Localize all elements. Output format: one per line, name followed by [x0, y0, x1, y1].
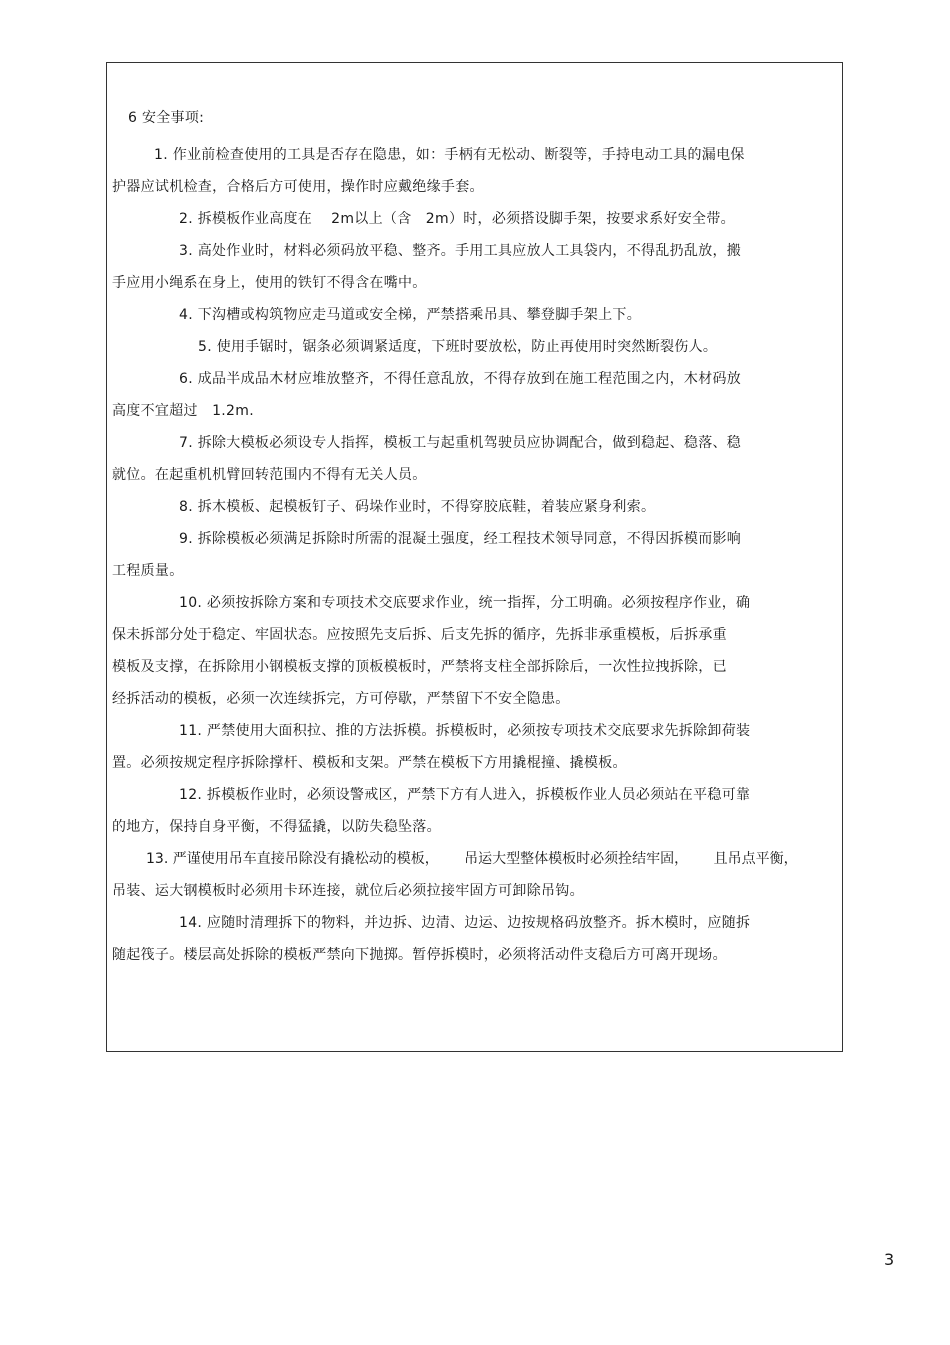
- body-line: 2. 拆模板作业高度在 2m以上（含 2m）时，必须搭设脚手架，按要求系好安全带。: [179, 211, 735, 227]
- body-line: 的地方，保持自身平衡，不得猛撬，以防失稳坠落。: [112, 819, 441, 835]
- body-line: 吊装、运大钢模板时必须用卡环连接，就位后必须拉接牢固方可卸除吊钩。: [112, 883, 584, 899]
- body-line: 6. 成品半成品木材应堆放整齐，不得任意乱放，不得存放到在施工程范围之内，木材码放: [179, 371, 742, 387]
- body-line: 1. 作业前检查使用的工具是否存在隐患，如：手柄有无松动、断裂等，手持电动工具的漏电保: [154, 147, 745, 163]
- body-line: 13. 严谨使用吊车直接吊除没有撬松动的模板， 吊运大型整体模板时必须拴结牢固， 且吊点平衡，: [146, 851, 798, 867]
- body-line: 工程质量。: [112, 563, 184, 579]
- body-line: 8. 拆木模板、起模板钉子、码垛作业时，不得穿胶底鞋，着装应紧身利索。: [179, 499, 656, 515]
- body-line: 3. 高处作业时，材料必须码放平稳、整齐。手用工具应放人工具袋内，不得乱扔乱放，搬: [179, 243, 742, 259]
- page-number: 3: [884, 1250, 895, 1269]
- body-line: 5. 使用手锯时，锯条必须调紧适度，下班时要放松，防止再使用时突然断裂伤人。: [198, 339, 718, 355]
- body-line: 高度不宜超过 1.2m.: [112, 403, 254, 419]
- body-line: 随起筏子。楼层高处拆除的模板严禁向下抛掷。暂停拆模时，必须将活动件支稳后方可离开现场。: [112, 947, 727, 963]
- body-line: 4. 下沟槽或构筑物应走马道或安全梯，严禁搭乘吊具、攀登脚手架上下。: [179, 307, 642, 323]
- body-line: 就位。在起重机机臂回转范围内不得有无关人员。: [112, 467, 427, 483]
- body-line: 7. 拆除大模板必须设专人指挥，模板工与起重机驾驶员应协调配合，做到稳起、稳落、稳: [179, 435, 742, 451]
- body-line: 模板及支撑，在拆除用小钢模板支撑的顶板模板时，严禁将支柱全部拆除后，一次性拉拽拆除，已: [112, 659, 727, 675]
- body-line: 10. 必须按拆除方案和专项技术交底要求作业，统一指挥，分工明确。必须按程序作业，确: [179, 595, 751, 611]
- body-line: 12. 拆模板作业时，必须设警戒区，严禁下方有人进入，拆模板作业人员必须站在平稳可靠: [179, 787, 751, 803]
- body-line: 保未拆部分处于稳定、牢固状态。应按照先支后拆、后支先拆的循序，先拆非承重模板，后拆承重: [112, 627, 727, 643]
- body-line: 经拆活动的模板，必须一次连续拆完，方可停歇，严禁留下不安全隐患。: [112, 691, 570, 707]
- body-line: 置。必须按规定程序拆除撑杆、模板和支架。严禁在模板下方用撬棍撞、撬模板。: [112, 755, 627, 771]
- body-line: 护器应试机检查，合格后方可使用，操作时应戴绝缘手套。: [112, 179, 484, 195]
- body-line: 14. 应随时清理拆下的物料，并边拆、边清、边运、边按规格码放整齐。拆木模时，应随拆: [179, 915, 751, 931]
- section-title: 6 安全事项:: [128, 110, 205, 126]
- body-line: 11. 严禁使用大面积拉、推的方法拆模。拆模板时，必须按专项技术交底要求先拆除卸荷装: [179, 723, 751, 739]
- body-line: 手应用小绳系在身上，使用的铁钉不得含在嘴中。: [112, 275, 427, 291]
- body-line: 9. 拆除模板必须满足拆除时所需的混凝土强度，经工程技术领导同意，不得因拆模而影响: [179, 531, 742, 547]
